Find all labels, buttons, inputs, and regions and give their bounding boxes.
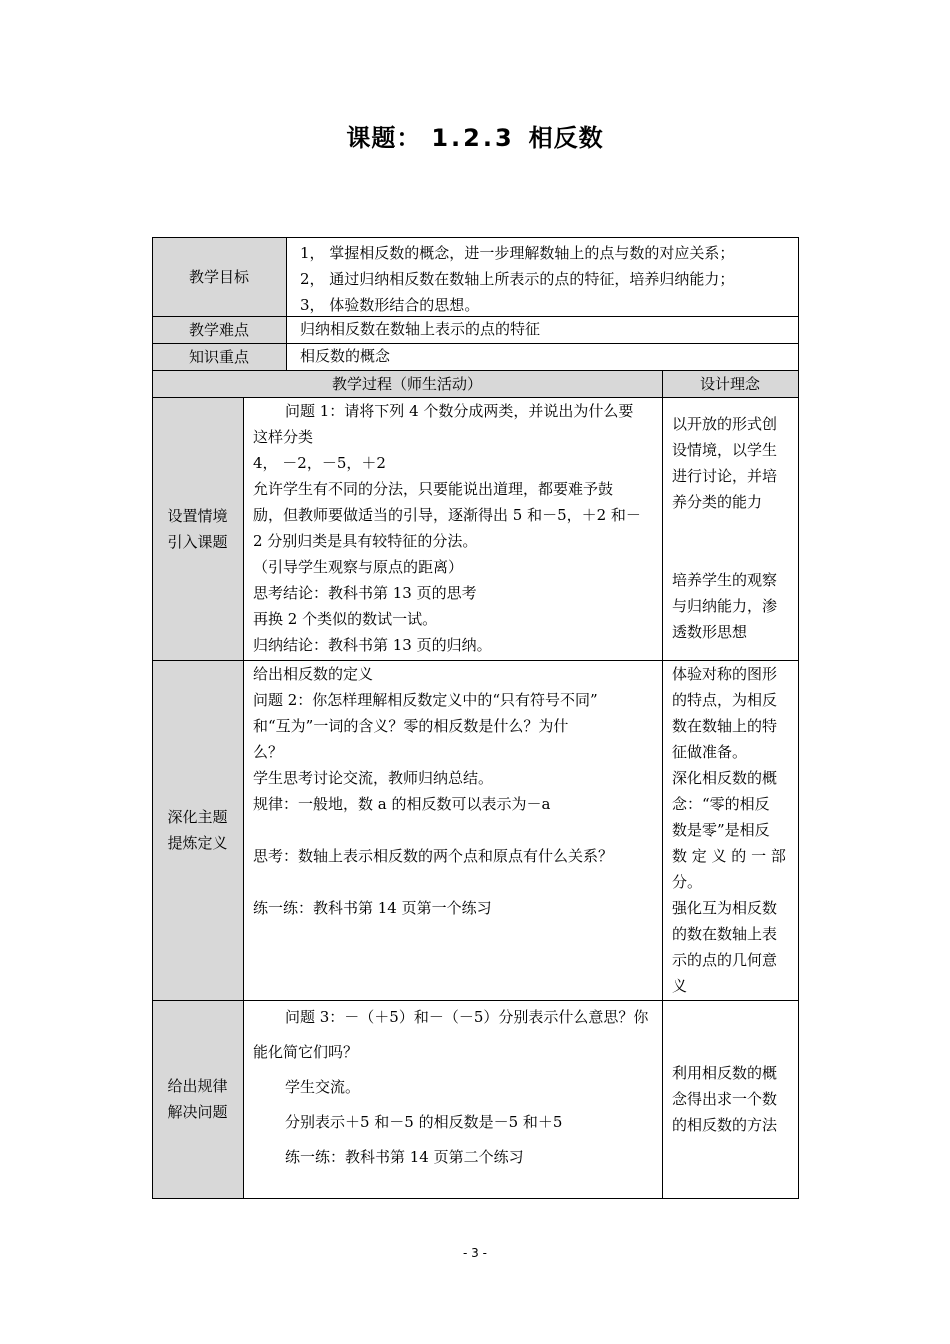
process-line: 思考结论：教科书第 13 页的思考 xyxy=(253,584,477,602)
process-line: 这样分类 xyxy=(253,428,314,446)
lesson-title xyxy=(0,118,950,153)
section-label-line: 深化主题 xyxy=(167,808,228,826)
col-divider xyxy=(662,370,663,1198)
process-line: 问题 1：请将下列 4 个数分成两类，并说出为什么要 xyxy=(285,402,634,420)
process-spacer xyxy=(253,817,661,843)
process-line: 再换 2 个类似的数试一试。 xyxy=(253,610,438,628)
process-line: 能化简它们吗？ xyxy=(253,1043,359,1061)
title-name: 相反数 xyxy=(528,124,604,152)
section-label-line: 给出规律 xyxy=(167,1077,228,1095)
title-number: 1.2.3 xyxy=(431,124,515,152)
design-line: 的特点，为相反 xyxy=(672,691,778,709)
design-line: 的数在数轴上表 xyxy=(672,925,778,943)
design-line: 养分类的能力 xyxy=(672,493,763,511)
section-process xyxy=(253,1000,661,1198)
design-line: 念：“零的相反 xyxy=(672,795,770,813)
process-line: 问题 2：你怎样理解相反数定义中的“只有符号不同” xyxy=(253,691,598,709)
section-design xyxy=(672,661,796,1000)
design-spacer xyxy=(672,515,796,541)
design-line: 念得出求一个数 xyxy=(672,1090,778,1108)
design-line: 数 定 义 的 一 部 xyxy=(672,847,786,865)
process-line: 么？ xyxy=(253,743,284,761)
difficulty-label: 教学难点 xyxy=(188,320,249,339)
design-line: 强化互为相反数 xyxy=(672,899,778,917)
col-divider xyxy=(243,397,244,1198)
section-process xyxy=(253,661,661,1000)
keypoint-value: 相反数的概念 xyxy=(300,347,391,365)
process-line: 练一练：教科书第 14 页第一个练习 xyxy=(253,899,492,917)
design-line: 进行讨论，并培 xyxy=(672,467,778,485)
design-line: 与归纳能力，渗 xyxy=(672,597,778,615)
table-border-bottom xyxy=(152,1198,799,1199)
objective-item: 2， 通过归纳相反数在数轴上所表示的点的特征，培养归纳能力； xyxy=(300,270,735,288)
process-line: 4， －2，－5，＋2 xyxy=(253,454,386,472)
difficulty-value: 归纳相反数在数轴上表示的点的特征 xyxy=(300,320,541,338)
design-line: 透数形思想 xyxy=(672,623,748,641)
section-label-line: 引入课题 xyxy=(167,532,228,551)
design-header: 设计理念 xyxy=(699,374,760,393)
title-prefix: 课题： xyxy=(346,124,422,152)
design-line: 分。 xyxy=(672,873,703,891)
section-process xyxy=(253,398,661,660)
section-label xyxy=(152,660,243,1000)
objectives-list xyxy=(300,240,796,316)
process-line: 分别表示＋5 和－5 的相反数是－5 和＋5 xyxy=(285,1113,563,1131)
design-spacer xyxy=(672,541,796,567)
section-label xyxy=(152,1000,243,1198)
design-line: 利用相反数的概 xyxy=(672,1064,778,1082)
section-design xyxy=(672,411,796,660)
process-spacer xyxy=(253,869,661,895)
section-design xyxy=(672,1060,796,1150)
design-line: 征做准备。 xyxy=(672,743,748,761)
section-label-line: 提炼定义 xyxy=(167,834,228,852)
objectives-label: 教学目标 xyxy=(188,268,249,286)
design-line: 以开放的形式创 xyxy=(672,415,778,433)
design-line: 的相反数的方法 xyxy=(672,1116,778,1134)
objective-item: 1， 掌握相反数的概念，进一步理解数轴上的点与数的对应关系； xyxy=(300,244,735,262)
design-line: 设情境，以学生 xyxy=(672,441,778,459)
col-divider xyxy=(286,237,287,370)
table-border-right xyxy=(798,237,799,1199)
design-line: 培养学生的观察 xyxy=(672,571,778,589)
design-line: 义 xyxy=(672,977,688,995)
process-line: （引导学生观察与原点的距离） xyxy=(253,558,464,576)
keypoint-label: 知识重点 xyxy=(188,347,249,366)
design-line: 示的点的几何意 xyxy=(672,951,778,969)
process-line: 练一练：教科书第 14 页第二个练习 xyxy=(285,1148,524,1166)
process-line: 学生交流。 xyxy=(285,1078,361,1096)
design-line: 数是零”是相反 xyxy=(672,821,770,839)
process-line: 学生思考讨论交流，教师归纳总结。 xyxy=(253,769,494,787)
design-line: 深化相反数的概 xyxy=(672,769,778,787)
process-line: 允许学生有不同的分法，只要能说出道理，都要难予鼓 xyxy=(253,480,614,498)
design-line: 数在数轴上的特 xyxy=(672,717,778,735)
process-line: 问题 3：－（＋5）和－（－5）分别表示什么意思？你 xyxy=(285,1008,649,1026)
process-header: 教学过程（师生活动） xyxy=(331,374,482,393)
page-number: - 3 - xyxy=(463,1246,487,1260)
process-line: 规律：一般地，数 a 的相反数可以表示为－a xyxy=(253,795,551,813)
process-line: 2 分别归类是具有较特征的分法。 xyxy=(253,532,478,550)
process-line: 励，但教师要做适当的引导，逐渐得出 5 和－5，＋2 和－ xyxy=(253,506,641,524)
design-line: 体验对称的图形 xyxy=(672,665,778,683)
process-line: 和“互为”一词的含义？零的相反数是什么？为什 xyxy=(253,717,569,735)
process-line: 给出相反数的定义 xyxy=(253,665,374,683)
process-line: 归纳结论：教科书第 13 页的归纳。 xyxy=(253,636,492,654)
section-label-line: 设置情境 xyxy=(167,506,228,525)
section-label-line: 解决问题 xyxy=(167,1103,228,1121)
section-label xyxy=(152,397,243,660)
objective-item: 3， 体验数形结合的思想。 xyxy=(300,296,480,314)
process-line: 思考：数轴上表示相反数的两个点和原点有什么关系？ xyxy=(253,847,614,865)
